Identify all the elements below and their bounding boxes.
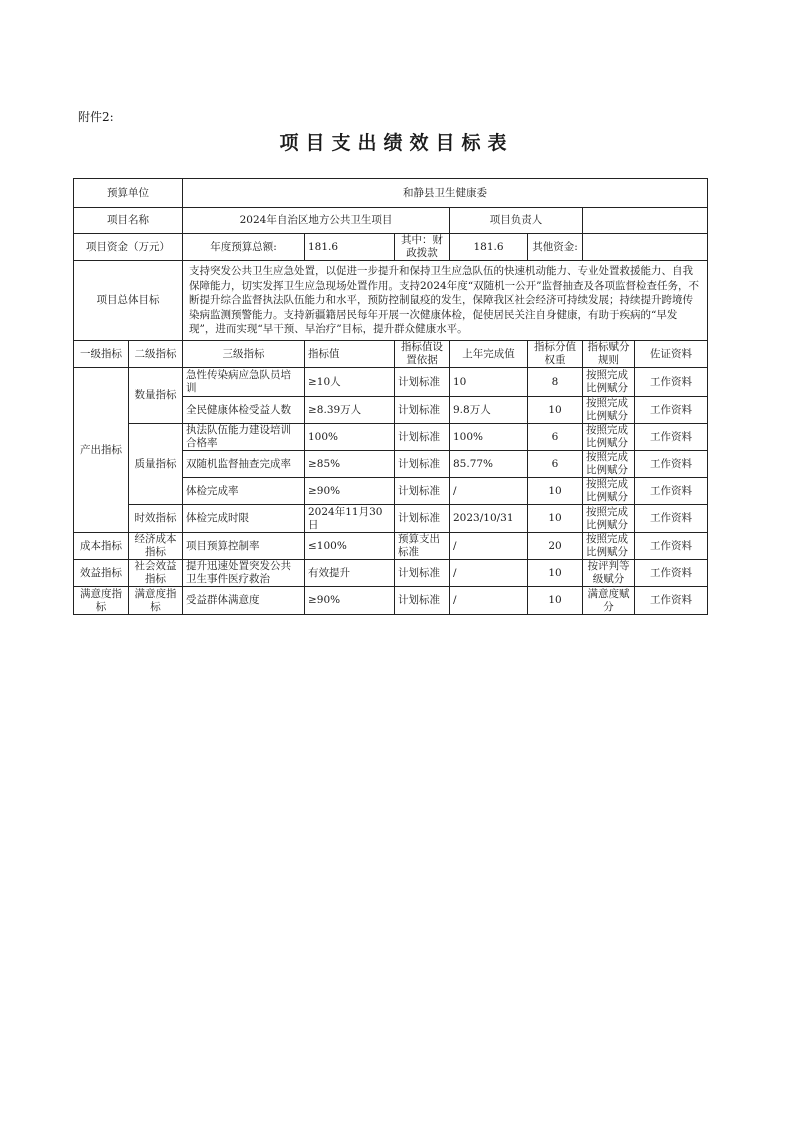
level2-quality: 质量指标: [129, 424, 183, 505]
last-year-cell: 9.8万人: [450, 397, 528, 424]
header-rule: 指标赋分规则: [583, 341, 635, 368]
project-funds-row: [74, 234, 708, 261]
evidence-cell: 工作资料: [635, 478, 708, 505]
indicator-cell: 双随机监督抽查完成率: [183, 451, 305, 478]
value-cell: ≥8.39万人: [305, 397, 395, 424]
project-name-label: 项目名称: [74, 208, 183, 234]
header-evidence: 佐证资料: [635, 341, 708, 368]
indicator-cell: 体检完成时限: [183, 505, 305, 533]
evidence-cell: 工作资料: [635, 587, 708, 615]
last-year-cell: 10: [450, 368, 528, 397]
last-year-cell: /: [450, 587, 528, 615]
overall-goal-text: 支持突发公共卫生应急处置，以促进一步提升和保持卫生应急队伍的快速机动能力、专业处置救援能力、自我保障能力，切实发挥卫生应急现场处置作用。支持2024年度“双随机一公开”监督抽查及各项监督检查任务，不断提升综合监督执法队伍能力和水平，预防控制鼠疫的发生，保障我区社会经济可持续发展；持续提升跨境传染病监测预警能力。支持新疆籍居民每年开展一次健康体检，促使居民关注自身健康，有助于疾病的“早发现”，进而实现“早干预、早治疗”目标，提升群众健康水平。: [183, 261, 708, 341]
rule-cell: 按照完成比例赋分: [583, 424, 635, 451]
indicator-cell: 急性传染病应急队员培训: [183, 368, 305, 397]
basis-cell: 计划标准: [395, 451, 450, 478]
last-year-cell: /: [450, 533, 528, 560]
last-year-cell: /: [450, 478, 528, 505]
overall-goal-row: [74, 261, 708, 341]
attachment-label: 附件2:: [78, 110, 114, 124]
rule-cell: 按照完成比例赋分: [583, 451, 635, 478]
rule-cell: 按评判等级赋分: [583, 560, 635, 587]
overall-goal-label: 项目总体目标: [74, 261, 183, 341]
header-level3: 三级指标: [183, 341, 305, 368]
level2-economic-cost: 经济成本指标: [129, 533, 183, 560]
value-cell: ≤100%: [305, 533, 395, 560]
evidence-cell: 工作资料: [635, 424, 708, 451]
table-row: [74, 368, 708, 397]
budget-unit-value: 和静县卫生健康委: [183, 179, 708, 208]
rule-cell: 按照完成比例赋分: [583, 533, 635, 560]
weight-cell: 8: [528, 368, 583, 397]
rule-cell: 按照完成比例赋分: [583, 478, 635, 505]
funds-label: 项目资金（万元）: [74, 234, 183, 261]
table-row: [74, 505, 708, 533]
weight-cell: 20: [528, 533, 583, 560]
indicator-cell: 全民健康体检受益人数: [183, 397, 305, 424]
indicator-cell: 执法队伍能力建设培训合格率: [183, 424, 305, 451]
rule-cell: 满意度赋分: [583, 587, 635, 615]
weight-cell: 10: [528, 560, 583, 587]
indicator-cell: 项目预算控制率: [183, 533, 305, 560]
other-funds-label: 其他资金:: [528, 234, 583, 261]
evidence-cell: 工作资料: [635, 368, 708, 397]
indicator-cell: 受益群体满意度: [183, 587, 305, 615]
basis-cell: 计划标准: [395, 424, 450, 451]
level1-output: 产出指标: [74, 368, 129, 533]
rule-cell: 按照完成比例赋分: [583, 505, 635, 533]
rule-cell: 按照完成比例赋分: [583, 397, 635, 424]
value-cell: 100%: [305, 424, 395, 451]
table-row: [74, 533, 708, 560]
table-row: [74, 424, 708, 451]
budget-unit-label: 预算单位: [74, 179, 183, 208]
value-cell: ≥85%: [305, 451, 395, 478]
basis-cell: 计划标准: [395, 478, 450, 505]
last-year-cell: 2023/10/31: [450, 505, 528, 533]
performance-table: [73, 178, 708, 615]
level1-cost: 成本指标: [74, 533, 129, 560]
header-level2: 二级指标: [129, 341, 183, 368]
level2-satisfaction: 满意度指标: [129, 587, 183, 615]
table-row: [74, 560, 708, 587]
basis-cell: 计划标准: [395, 505, 450, 533]
level2-quantity: 数量指标: [129, 368, 183, 424]
value-cell: ≥90%: [305, 587, 395, 615]
weight-cell: 10: [528, 587, 583, 615]
value-cell: 2024年11月30日: [305, 505, 395, 533]
level2-timeliness: 时效指标: [129, 505, 183, 533]
annual-budget-value: 181.6: [305, 234, 395, 261]
value-cell: 有效提升: [305, 560, 395, 587]
evidence-cell: 工作资料: [635, 533, 708, 560]
evidence-cell: 工作资料: [635, 505, 708, 533]
weight-cell: 10: [528, 505, 583, 533]
last-year-cell: /: [450, 560, 528, 587]
budget-unit-row: [74, 179, 708, 208]
level1-satisfaction: 满意度指标: [74, 587, 129, 615]
weight-cell: 10: [528, 478, 583, 505]
other-funds-value: [583, 234, 708, 261]
weight-cell: 6: [528, 424, 583, 451]
rule-cell: 按照完成比例赋分: [583, 368, 635, 397]
project-leader-label: 项目负责人: [450, 208, 583, 234]
level1-benefit: 效益指标: [74, 560, 129, 587]
project-leader-value: [583, 208, 708, 234]
fiscal-label: 其中：财政拨款: [395, 234, 450, 261]
page-title: 项目支出绩效目标表: [279, 132, 514, 154]
header-last-year: 上年完成值: [450, 341, 528, 368]
header-value: 指标值: [305, 341, 395, 368]
indicator-cell: 提升迅速处置突发公共卫生事件医疗救治: [183, 560, 305, 587]
value-cell: ≥10人: [305, 368, 395, 397]
header-weight: 指标分值权重: [528, 341, 583, 368]
basis-cell: 计划标准: [395, 560, 450, 587]
value-cell: ≥90%: [305, 478, 395, 505]
last-year-cell: 100%: [450, 424, 528, 451]
weight-cell: 6: [528, 451, 583, 478]
basis-cell: 计划标准: [395, 368, 450, 397]
basis-cell: 预算支出标准: [395, 533, 450, 560]
annual-budget-label: 年度预算总额:: [183, 234, 305, 261]
project-name-value: 2024年自治区地方公共卫生项目: [183, 208, 450, 234]
weight-cell: 10: [528, 397, 583, 424]
evidence-cell: 工作资料: [635, 451, 708, 478]
basis-cell: 计划标准: [395, 587, 450, 615]
indicator-cell: 体检完成率: [183, 478, 305, 505]
last-year-cell: 85.77%: [450, 451, 528, 478]
header-basis: 指标值设置依据: [395, 341, 450, 368]
header-row: [74, 341, 708, 368]
header-level1: 一级指标: [74, 341, 129, 368]
project-name-row: [74, 208, 708, 234]
table-row: [74, 587, 708, 615]
evidence-cell: 工作资料: [635, 560, 708, 587]
basis-cell: 计划标准: [395, 397, 450, 424]
evidence-cell: 工作资料: [635, 397, 708, 424]
fiscal-value: 181.6: [450, 234, 528, 261]
level2-social-benefit: 社会效益指标: [129, 560, 183, 587]
